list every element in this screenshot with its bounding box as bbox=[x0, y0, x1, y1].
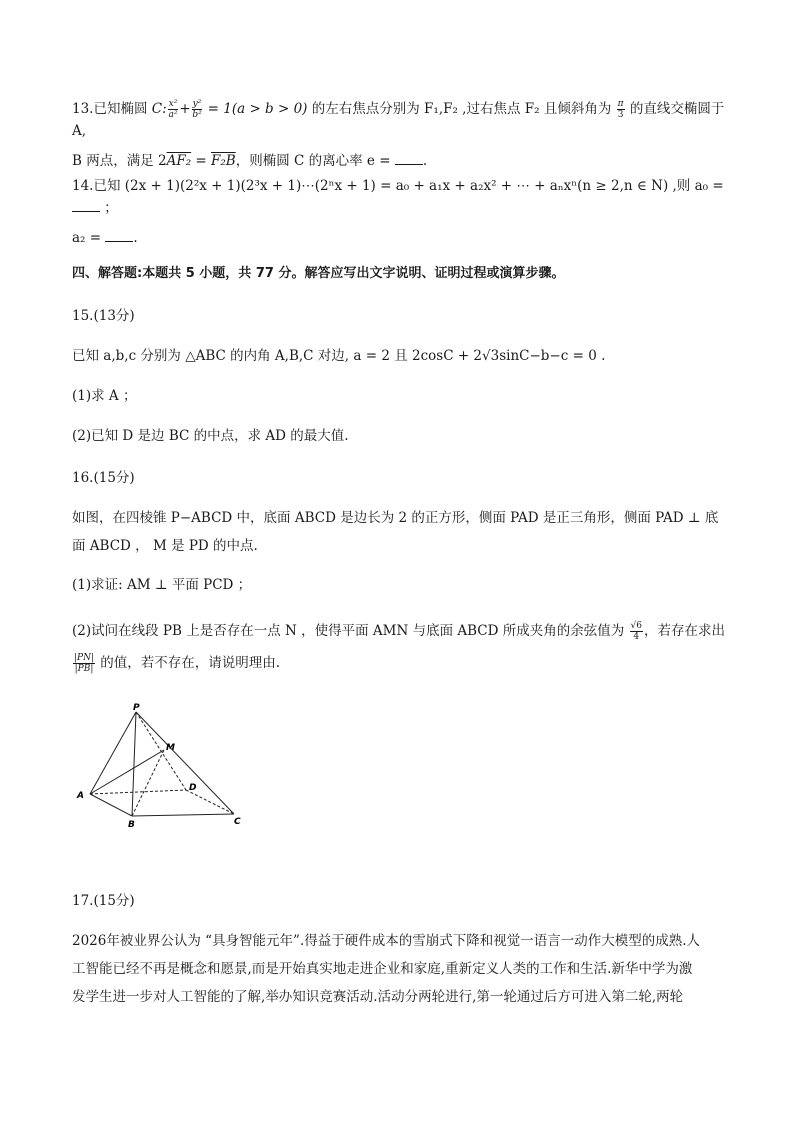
q15-part2: (2)已知 D 是边 BC 的中点，求 AD 的最大值. bbox=[72, 428, 349, 444]
frac-x2-a2: $\frac{\text{x²}}{\text{a²}}$ bbox=[168, 99, 178, 120]
pyramid-figure bbox=[72, 700, 252, 830]
answer-blank[interactable] bbox=[395, 150, 423, 165]
q16-stem2: 面 ABCD ， M 是 PD 的中点. bbox=[72, 538, 258, 554]
question-13 bbox=[72, 98, 732, 172]
q16-part1: (1)求证: AM ⊥ 平面 PCD ； bbox=[72, 577, 252, 593]
label-C: C bbox=[234, 817, 241, 827]
q16-stem1: 如图，在四棱锥 P−ABCD 中，底面 ABCD 是边长为 2 的正方形，侧面 PAD 是正三角形，侧面 PAD ⊥ 底 bbox=[72, 510, 719, 526]
frac-sqrt6-4: $\frac{√6}{4}$ bbox=[630, 621, 642, 642]
q15-stem: 已知 a,b,c 分别为 △ABC 的内角 A,B,C 对边, a = 2 且 2cosC + 2√3sinC−b−c = 0 . bbox=[72, 348, 606, 364]
label-B: B bbox=[128, 820, 135, 830]
label-M: M bbox=[166, 743, 175, 753]
frac-pi-3: $\frac{\pi}{3}$ bbox=[617, 99, 624, 120]
frac-pn-pb: $\frac{|PN|}{|PB|}$ bbox=[74, 653, 94, 674]
q13-line1: 13.已知椭圆 C: $\frac{\text{x²}}{\text{a²}}$ + $\frac{\text{y²}}{\text{b²}}$ = 1(a > b > 0) 的左右焦点分别为 F₁,F₂ ,过右焦点 F₂ 且倾斜角为 $\frac{\pi}{3}$ 的直线交椭圆于 A, bbox=[72, 99, 725, 139]
q16-head: 16.(15分) bbox=[72, 470, 135, 486]
q14-line2: a₂ = . bbox=[72, 227, 732, 249]
q13-line2: B 两点，满足 2AF₂ = F₂B，则椭圆 C 的离心率 e = . bbox=[72, 150, 732, 172]
answer-blank-a2[interactable] bbox=[105, 227, 133, 242]
q17-line2: 工智能已经不再是概念和愿景,而是开始真实地走进企业和家庭,重新定义人类的工作和生活.新华中学为激 bbox=[72, 961, 693, 977]
q14-line1: 14.已知 (2x + 1)(2²x + 1)(2³x + 1)⋯(2ⁿx + 1) = a₀ + a₁x + a₂x² + ⋯ + aₙxⁿ(n ≥ 2,n ∈ N) ,则 a₀ = ； bbox=[72, 178, 724, 216]
label-D: D bbox=[189, 783, 197, 793]
q15-part1: (1)求 A ； bbox=[72, 388, 137, 404]
label-P: P bbox=[133, 703, 140, 713]
q17-head: 17.(15分) bbox=[72, 893, 135, 909]
section-heading: 四、解答题:本题共 5 小题，共 77 分。解答应写出文字说明、证明过程或演算步骤。 bbox=[72, 266, 565, 281]
q16-part2: (2)试问在线段 PB 上是否存在一点 N ，使得平面 AMN 与底面 ABCD 所成夹角的余弦值为 $\frac{√6}{4}$ ，若存在求出 bbox=[72, 621, 725, 642]
q15-head: 15.(13分) bbox=[72, 308, 135, 324]
frac-y2-b2: $\frac{\text{y²}}{\text{b²}}$ bbox=[192, 99, 202, 120]
q16-part2-cont: $\frac{|PN|}{|PB|}$ 的值，若不存在，请说明理由. bbox=[74, 653, 281, 674]
label-A: A bbox=[77, 791, 84, 801]
q17-line1: 2026年被业界公认为 “具身智能元年”.得益于硬件成本的雪崩式下降和视觉一语言一动作大模型的成熟.人 bbox=[72, 933, 701, 949]
answer-blank-a0[interactable] bbox=[72, 197, 100, 212]
q17-line3: 发学生进一步对人工智能的了解,举办知识竞赛活动.活动分两轮进行,第一轮通过后方可进入第二轮,两轮 bbox=[72, 989, 684, 1005]
question-14 bbox=[72, 175, 732, 249]
